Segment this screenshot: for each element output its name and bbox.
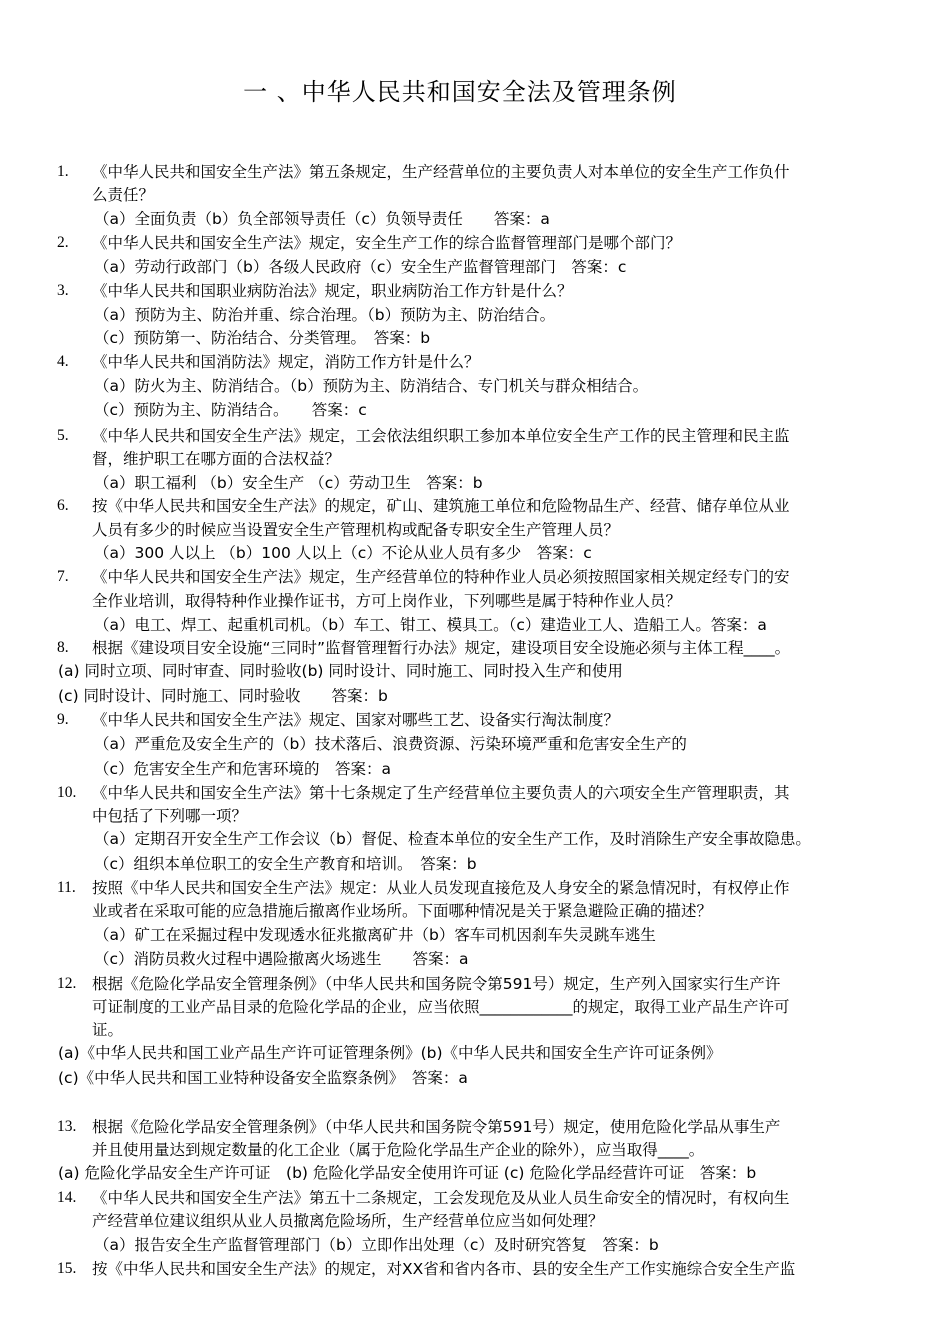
question-text: 么责任？ xyxy=(92,186,155,204)
answer-options: （a）报告安全生产监督管理部门（b）立即作出处理（c）及时研究答复 答案：b xyxy=(94,1236,659,1254)
question-number: 2. xyxy=(57,234,69,251)
answer-options: （a）劳动行政部门（b）各级人民政府（c）安全生产监督管理部门 答案：c xyxy=(94,258,627,276)
question-text: 根据《危险化学品安全管理条例》（中华人民共和国务院令第591号）规定，生产列入国家实行生产许 xyxy=(92,975,781,993)
question-number: 8. xyxy=(57,639,69,656)
answer-options: （a）防火为主、防消结合。（b）预防为主、防消结合、专门机关与群众相结合。 xyxy=(94,377,649,395)
question-text: 产经营单位建议组织从业人员撤离危险场所，生产经营单位应当如何处理？ xyxy=(92,1212,604,1230)
question-number: 14. xyxy=(57,1189,77,1206)
answer-options: （c）预防为主、防消结合。 答案：c xyxy=(94,401,367,419)
question-text: 按照《中华人民共和国安全生产法》规定：从业人员发现直接危及人身安全的紧急情况时，有权停止作 xyxy=(92,879,790,897)
question-text: 按《中华人民共和国安全生产法》的规定，矿山、建筑施工单位和危险物品生产、经营、储存单位从业 xyxy=(92,497,790,515)
answer-options: (a) 危险化学品安全生产许可证 (b) 危险化学品安全使用许可证 (c) 危险化学品经营许可证 答案：b xyxy=(58,1164,757,1182)
question-text: 证。 xyxy=(92,1021,124,1039)
question-text: 《中华人民共和国安全生产法》第五条规定，生产经营单位的主要负责人对本单位的安全生产工作负什 xyxy=(92,163,790,181)
question-number: 4. xyxy=(57,353,69,370)
question-number: 9. xyxy=(57,711,69,728)
question-text: 并且使用量达到规定数量的化工企业（属于危险化学品生产企业的除外），应当取得____。 xyxy=(92,1141,705,1159)
answer-options: （c）预防第一、防治结合、分类管理。 答案：b xyxy=(94,329,431,347)
question-text: 根据《建设项目安全设施“三同时”监督管理暂行办法》规定，建设项目安全设施必须与主体工程____。 xyxy=(92,639,791,657)
question-number: 7. xyxy=(57,568,69,585)
question-number: 13. xyxy=(57,1118,77,1135)
answer-options: （c）组织本单位职工的安全生产教育和培训。 答案：b xyxy=(94,855,477,873)
answer-options: （a）矿工在采掘过程中发现透水征兆撤离矿井（b）客车司机因刹车失灵跳车逃生 xyxy=(94,926,656,944)
question-text: 根据《危险化学品安全管理条例》（中华人民共和国务院令第591号）规定，使用危险化学品从事生产 xyxy=(92,1118,781,1136)
answer-options: （c）消防员救火过程中遇险撤离火场逃生 答案：a xyxy=(94,950,469,968)
answer-options: (c) 同时设计、同时施工、同时验收 答案：b xyxy=(58,687,388,705)
answer-options: （a）定期召开安全生产工作会议（b）督促、检查本单位的安全生产工作，及时消除生产安全事故隐患。 xyxy=(94,830,811,848)
answer-options: (a)《中华人民共和国工业产品生产许可证管理条例》(b)《中华人民共和国安全生产许可证条例》 xyxy=(58,1044,722,1062)
question-number: 10. xyxy=(57,784,77,801)
question-text: 全作业培训，取得特种作业操作证书，方可上岗作业，下列哪些是属于特种作业人员？ xyxy=(92,592,682,610)
question-text: 《中华人民共和国安全生产法》规定、国家对哪些工艺、设备实行淘汰制度？ xyxy=(92,711,620,729)
question-text: 可证制度的工业产品目录的危险化学品的企业，应当依照____________的规定，取得工业产品生产许可 xyxy=(92,998,790,1016)
page-title: 一 、中华人民共和国安全法及管理条例 xyxy=(243,78,677,106)
question-text: 《中华人民共和国安全生产法》第十七条规定了生产经营单位主要负责人的六项安全生产管理职责，其 xyxy=(92,784,790,802)
question-text: 《中华人民共和国安全生产法》第五十二条规定，工会发现危及从业人员生命安全的情况时，有权向生 xyxy=(92,1189,790,1207)
question-text: 《中华人民共和国职业病防治法》规定，职业病防治工作方针是什么？ xyxy=(92,282,573,300)
question-text: 业或者在采取可能的应急措施后撤离作业场所。下面哪种情况是关于紧急避险正确的描述？ xyxy=(92,902,713,920)
question-text: 《中华人民共和国安全生产法》规定，安全生产工作的综合监督管理部门是哪个部门？ xyxy=(92,234,682,252)
question-number: 11. xyxy=(57,879,76,896)
answer-options: （c）危害安全生产和危害环境的 答案：a xyxy=(94,760,392,778)
question-text: 《中华人民共和国安全生产法》规定，生产经营单位的特种作业人员必须按照国家相关规定经专门的安 xyxy=(92,568,790,586)
question-number: 3. xyxy=(57,282,69,299)
question-number: 6. xyxy=(57,497,69,514)
question-text: 督，维护职工在哪方面的合法权益？ xyxy=(92,450,341,468)
answer-options: (a) 同时立项、同时审查、同时验收(b) 同时设计、同时施工、同时投入生产和使用 xyxy=(58,662,623,680)
answer-options: （a）严重危及安全生产的（b）技术落后、浪费资源、污染环境严重和危害安全生产的 xyxy=(94,735,687,753)
question-number: 5. xyxy=(57,427,69,444)
answer-options: （a）全面负责（b）负全部领导责任（c）负领导责任 答案：a xyxy=(94,210,550,228)
answer-options: （a）预防为主、防治并重、综合治理。（b）预防为主、防治结合。 xyxy=(94,306,556,324)
question-text: 《中华人民共和国安全生产法》规定，工会依法组织职工参加本单位安全生产工作的民主管理和民主监 xyxy=(92,427,790,445)
question-text: 按《中华人民共和国安全生产法》的规定，对XX省和省内各市、县的安全生产工作实施综合安全生产监 xyxy=(92,1260,796,1278)
question-text: 中包括了下列哪一项？ xyxy=(92,807,248,825)
question-number: 1. xyxy=(57,163,69,180)
answer-options: (c)《中华人民共和国工业特种设备安全监察条例》 答案：a xyxy=(58,1069,468,1087)
answer-options: （a）职工福利 （b）安全生产 （c）劳动卫生 答案：b xyxy=(94,474,483,492)
question-number: 15. xyxy=(57,1260,77,1277)
answer-options: （a）300 人以上 （b）100 人以上（c）不论从业人员有多少 答案：c xyxy=(94,544,592,562)
question-text: 人员有多少的时候应当设置安全生产管理机构或配备专职安全生产管理人员？ xyxy=(92,521,620,539)
question-text: 《中华人民共和国消防法》规定，消防工作方针是什么？ xyxy=(92,353,480,371)
answer-options: （a）电工、焊工、起重机司机。（b）车工、钳工、模具工。（c）建造业工人、造船工人。答案：a xyxy=(94,616,767,634)
question-number: 12. xyxy=(57,975,77,992)
